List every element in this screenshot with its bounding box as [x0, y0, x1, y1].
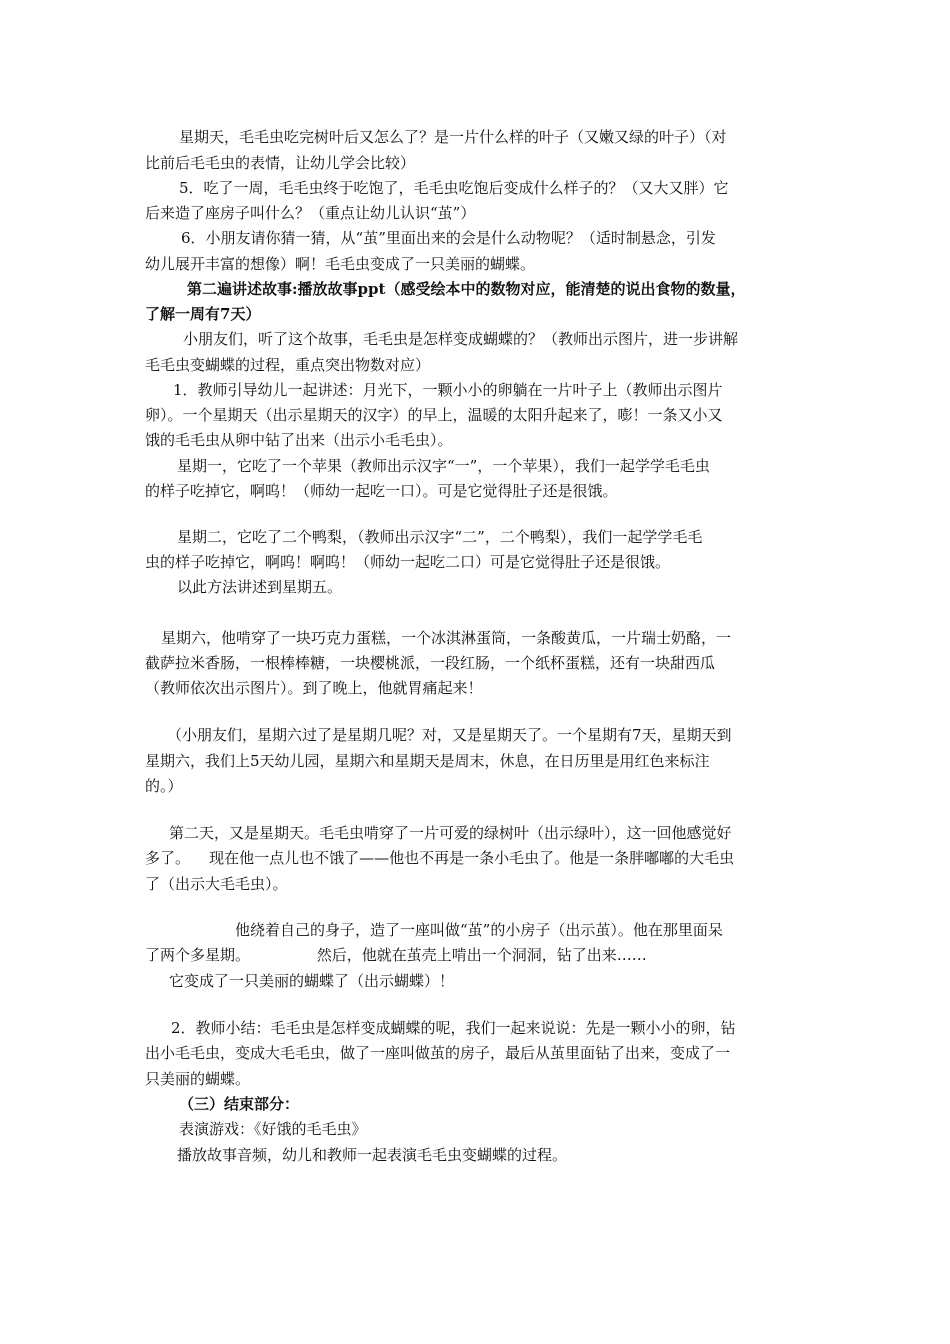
- text-line: 截萨拉米香肠，一根棒棒糖，一块樱桃派，一段红肠，一个纸杯蛋糕，还有一块甜西瓜: [145, 654, 716, 672]
- text-line: 的。）: [145, 777, 183, 795]
- text-line: 他绕着自己的身子，造了一座叫做“茧”的小房子（出示茧）。他在那里面呆: [235, 921, 723, 939]
- text-line: 了两个多星期。 然后，他就在茧壳上啃出一个洞洞，钻了出来……: [145, 946, 647, 964]
- text-line: 饿的毛毛虫从卵中钻了出来（出示小毛毛虫）。: [145, 431, 453, 449]
- text-line: 星期六，他啃穿了一块巧克力蛋糕，一个冰淇淋蛋筒，一条酸黄瓜，一片瑞士奶酪，一: [161, 629, 732, 647]
- text-line: 了（出示大毛毛虫）。: [145, 875, 288, 893]
- text-line: 只美丽的蝴蝶。: [145, 1070, 251, 1088]
- text-line: （教师依次出示图片）。到了晚上，他就胃痛起来！: [145, 679, 483, 697]
- text-line: 星期二，它吃了二个鸭梨，（教师出示汉字“二”，二个鸭梨），我们一起学学毛毛: [177, 528, 703, 546]
- text-line: 播放故事音频，幼儿和教师一起表演毛毛虫变蝴蝶的过程。: [177, 1146, 568, 1164]
- text-line: 小朋友们，听了这个故事，毛毛虫是怎样变成蝴蝶的？（教师出示图片，进一步讲解: [183, 330, 739, 348]
- text-line: 卵）。一个星期天（出示星期天的汉字）的早上，温暖的太阳升起来了，嘭！一条又小又: [145, 406, 723, 424]
- text-line: 1．教师引导幼儿一起讲述：月光下，一颗小小的卵躺在一片叶子上（教师出示图片: [173, 381, 723, 399]
- section-heading: 了解一周有7天）: [145, 305, 261, 323]
- text-line: 它变成了一只美丽的蝴蝶了（出示蝴蝶）！: [169, 972, 455, 990]
- text-line: 的样子吃掉它，啊呜！（师幼一起吃一口）。可是它觉得肚子还是很饿。: [145, 482, 618, 500]
- section-heading: （三）结束部分：: [179, 1095, 300, 1113]
- text-line: 以此方法讲述到星期五。: [177, 578, 343, 596]
- text-line: 第二天，又是星期天。毛毛虫啃穿了一片可爱的绿树叶（出示绿叶），这一回他感觉好: [169, 824, 732, 842]
- text-line: 5．吃了一周，毛毛虫终于吃饱了，毛毛虫吃饱后变成什么样子的？（又大又胖）它: [179, 179, 729, 197]
- text-line: 星期六，我们上5天幼儿园，星期六和星期天是周末，休息，在日历里是用红色来标注: [145, 752, 710, 770]
- text-line: 幼儿展开丰富的想像）啊！毛毛虫变成了一只美丽的蝴蝶。: [145, 255, 536, 273]
- text-line: 比前后毛毛虫的表情，让幼儿学会比较）: [145, 154, 416, 172]
- text-line: 多了。 现在他一点儿也不饿了——他也不再是一条小毛虫了。他是一条胖嘟嘟的大毛虫: [145, 849, 735, 867]
- text-line: 出小毛毛虫，变成大毛毛虫，做了一座叫做茧的房子，最后从茧里面钻了出来，变成了一: [145, 1044, 731, 1062]
- text-line: （小朋友们，星期六过了是星期几呢？对，又是星期天了。一个星期有7天，星期天到: [167, 726, 732, 744]
- text-line: 表演游戏：《好饿的毛毛虫》: [179, 1120, 367, 1138]
- text-line: 毛毛虫变蝴蝶的过程，重点突出物数对应）: [145, 356, 431, 374]
- text-line: 后来造了座房子叫什么？（重点让幼儿认识“茧”）: [145, 204, 476, 222]
- text-line: 虫的样子吃掉它，啊呜！啊呜！（师幼一起吃二口）可是它觉得肚子还是很饿。: [145, 553, 671, 571]
- section-heading: 第二遍讲述故事:播放故事ppt（感受绘本中的数物对应，能清楚的说出食物的数量，: [187, 280, 746, 298]
- text-line: 6．小朋友请你猜一猜，从“茧”里面出来的会是什么动物呢？（适时制悬念，引发: [181, 229, 716, 247]
- text-line: 2．教师小结：毛毛虫是怎样变成蝴蝶的呢，我们一起来说说：先是一颗小小的卵，钻: [171, 1019, 736, 1037]
- text-line: 星期一，它吃了一个苹果（教师出示汉字“一”，一个苹果），我们一起学学毛毛虫: [177, 457, 710, 475]
- text-line: 星期天，毛毛虫吃完树叶后又怎么了？是一片什么样的叶子（又嫩又绿的叶子）（对: [179, 128, 727, 146]
